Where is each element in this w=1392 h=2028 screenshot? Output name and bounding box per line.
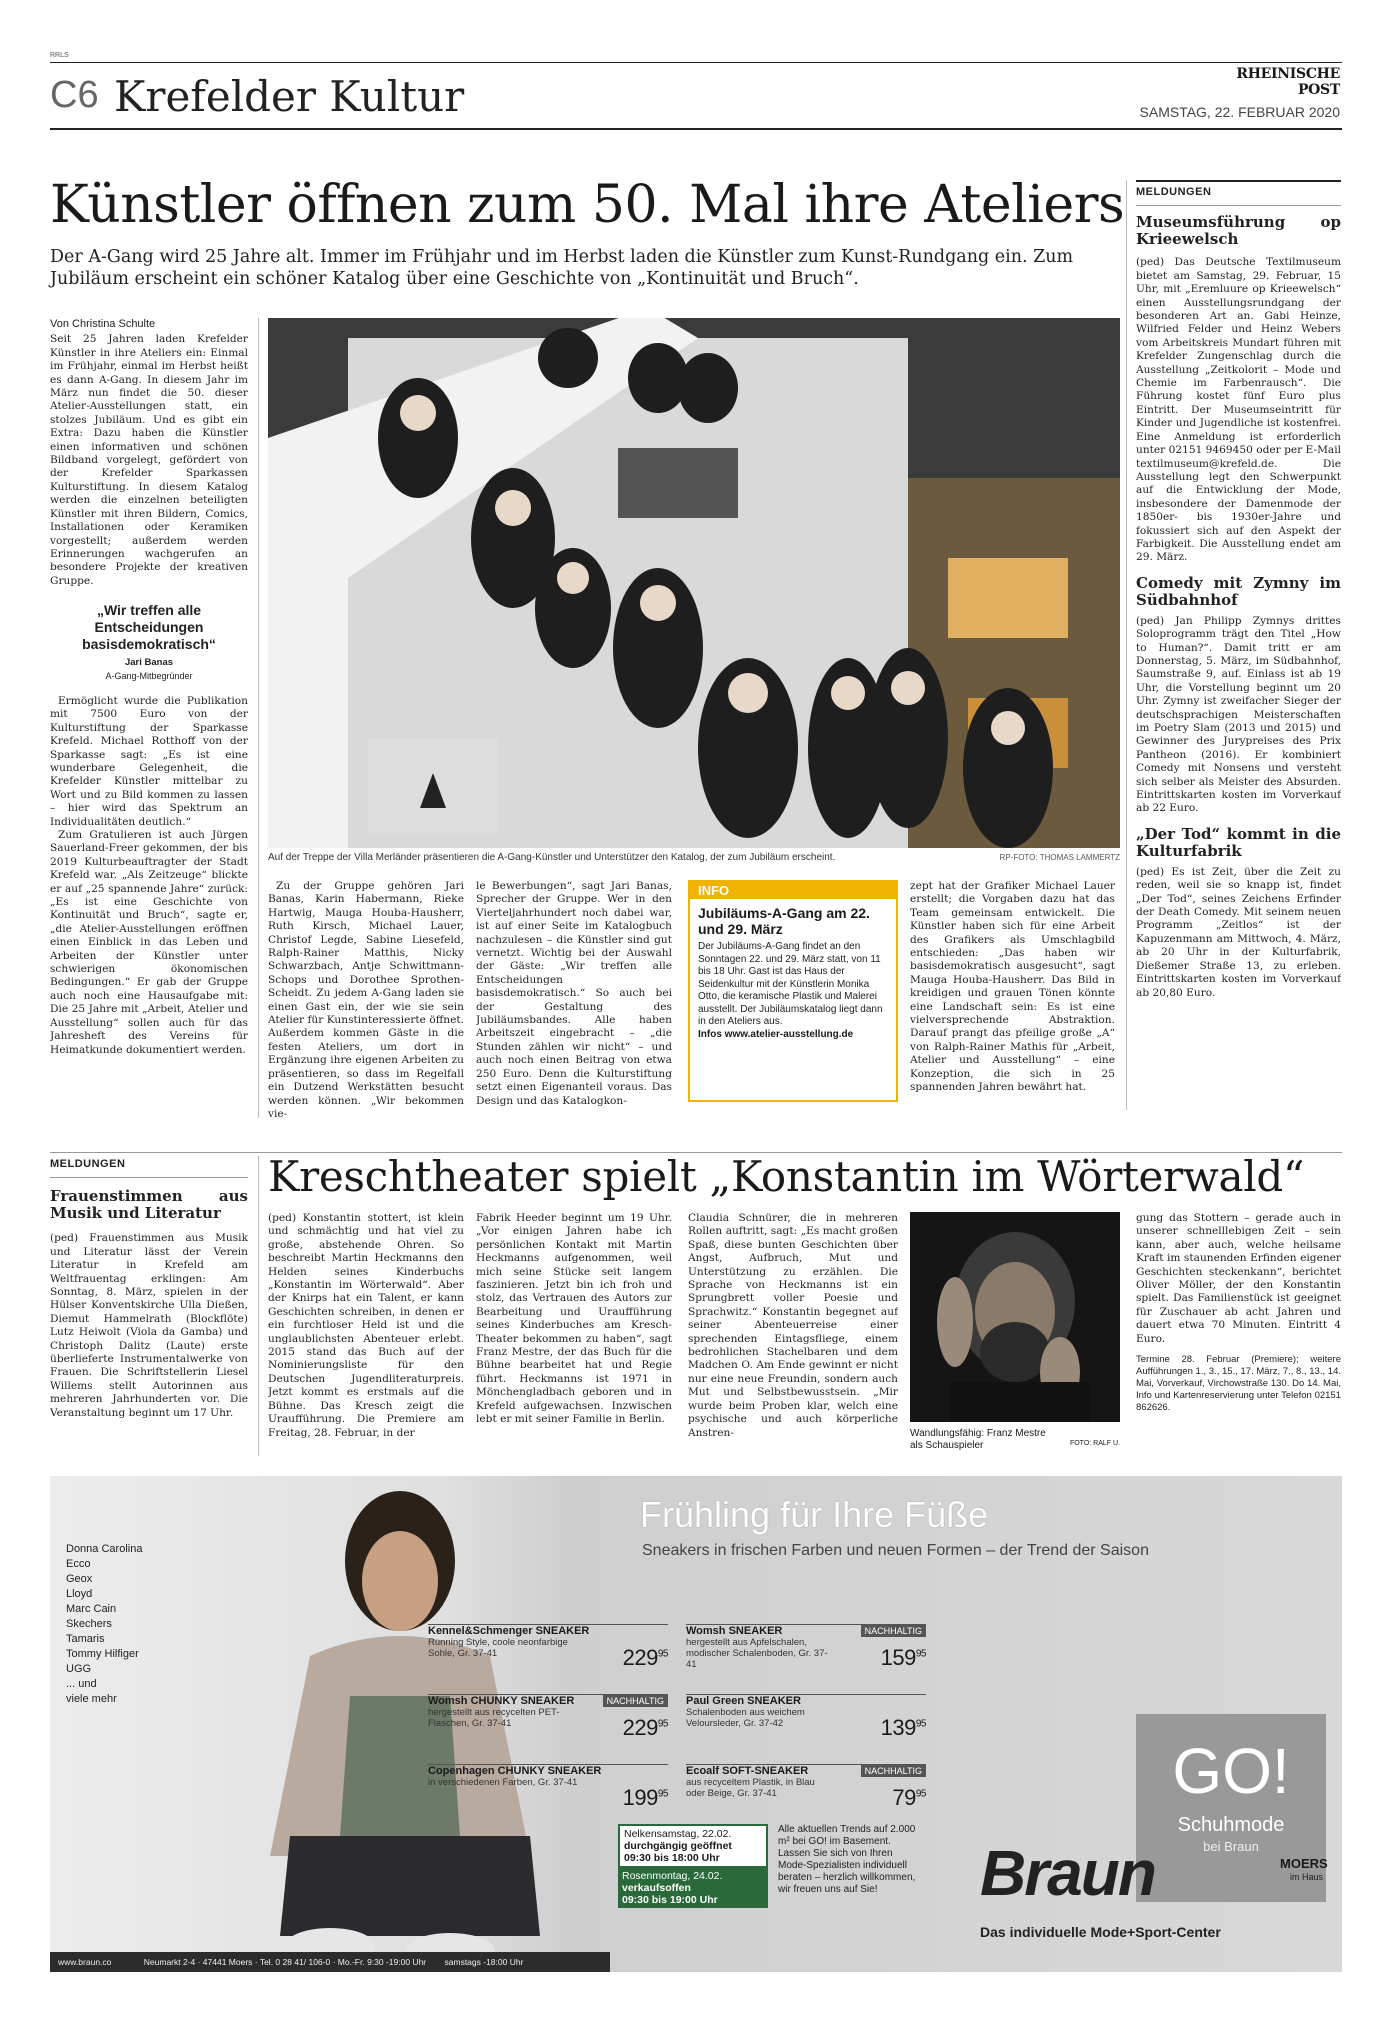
braun-logo[interactable] — [980, 1836, 1280, 1910]
brand-item: Skechers — [66, 1618, 112, 1630]
ad-trends: Alle aktuellen Trends auf 2.000 m² bei GO! im Basement. Lassen Sie sich von Ihren Mode-Spezialisten individuell beraten – herzlich willkommen, wir freuen uns auf Sie! — [778, 1824, 916, 1895]
col-left — [50, 318, 248, 1057]
price-euro: 79 — [892, 1785, 916, 1810]
ad-footer-bar — [50, 1952, 610, 1972]
product-name: Ecoalf SOFT-SNEAKER — [686, 1765, 809, 1777]
product-desc: hergestellt aus Apfelschalen, modischer Schalenboden, Gr. 37-41 — [686, 1637, 828, 1670]
moers-label: MOERS — [1280, 1856, 1328, 1871]
lower-col-1 — [268, 1212, 464, 1440]
info-box — [688, 880, 898, 1102]
brand-item: Tamaris — [66, 1633, 105, 1645]
body-text: Ermöglicht wurde die Publikation mit 7500 Euro von der Kulturstiftung der Sparkasse Krefeld. Michael Rotthoff von der Sparkasse sagt: „Es ist eine wunderbare Gelegenheit, die Krefelder Künstler mittelbar zu Wort und zu Bild kommen zu lassen – hier wird das Spektrum an Individualitäten deutlich.“ — [50, 694, 248, 828]
author: Von Christina Schulte — [50, 318, 156, 330]
body-text: le Bewerbungen“, sagt Jari Banas, Sprecher der Gruppe. Wer in den Vierteljahrhundert noch dabei war, ist auf einer Seite im Katalogbuch nachzulesen – die Künstler sind gut vernetzt. Wichtig bei der Auswahl der Gäste: „Wir treffen alle Entscheidungen basisdemokratisch.“ So auch bei der Gestaltung des Jubiläumsbandes. Alle haben Arbeitszeit eingebracht – „die Stunden zählen wir nicht“ – und auch noch einen Beitrag von etwa 250 Euro. Denn die Kulturstiftung setzt einen Eigenanteil voraus. Das Design und das Katalogkon- — [476, 880, 672, 1107]
brand-item: Ecco — [66, 1558, 91, 1570]
info-headline: Jubiläums-A-Gang am 22. und 29. März — [698, 905, 870, 937]
product-item[interactable] — [428, 1764, 668, 1826]
price-euro: 229 — [622, 1645, 658, 1670]
braun-text: Braun — [980, 1837, 1155, 1909]
braun-claim: Das individuelle Mode+Sport-Center — [980, 1924, 1221, 1940]
col-2 — [268, 880, 464, 1121]
brand-item: UGG — [66, 1663, 92, 1675]
hours-line: 09:30 bis 18:00 Uhr — [624, 1852, 720, 1864]
price-euro: 199 — [622, 1785, 658, 1810]
ad-block — [50, 1476, 1342, 1972]
photo-credit: RP-FOTO: THOMAS LAMMERTZ — [999, 853, 1120, 862]
brand-item: Lloyd — [66, 1588, 93, 1600]
brand-item: viele mehr — [66, 1693, 117, 1705]
product-item[interactable] — [428, 1694, 668, 1756]
product-name: Paul Green SNEAKER — [686, 1695, 801, 1707]
quote-text: „Wir treffen alle Entscheidungen basisdemokratisch“ — [82, 602, 216, 653]
main-teaser: Der A-Gang wird 25 Jahre alt. Immer im Frühjahr und im Herbst laden die Künstler zum Kunst-Rundgang ein. Zum Jubiläum erscheint ein schöner Katalog über eine Geschichte von „Kontinuität und Bruch“. — [50, 247, 1074, 289]
lower-meldungen — [50, 1156, 248, 1420]
page-number: C6 — [50, 74, 99, 116]
product-desc: Schalenboden aus weichem Veloursleder, Gr. 37-42 — [686, 1707, 805, 1729]
lower-headline: Kreschtheater spielt „Konstantin im Wörterwald“ — [268, 1152, 1305, 1201]
price-cents: 95 — [657, 1788, 668, 1800]
body-text: zept hat der Grafiker Michael Lauer erstellt; die Vorgaben dazu hat das Team gemeinsam entwickelt. Die Künstler haben sich für eine Arbeit des Grafikers als Umschlagbild entschieden: „Das haben wir basisdemokratisch ausgesucht“, sagt Mauga Houba-Hausherr. Das Bild in kreidigen und grauen Tönen könnte eine Landschaft sein: Es ist eine vielversprechende Abstraktion. Darauf prangt das pfeilige große „A“ von Ralph-Rainer Mathis für „Arbeit, Atelier und Ausstellung“ – eine Konzeption, die sich in 25 spannenden Jahren bewährt hat. — [910, 880, 1115, 1094]
photo-illustration — [268, 318, 1120, 848]
body-text: Seit 25 Jahren laden Krefelder Künstler in ihre Ateliers ein: Einmal im Frühjahr, einmal im Herbst heißt es dann A-Gang. In diesem Jahr im März nun findet die 50. dieser Atelier-Ausstellungen statt, ein stolzes Jubiläum. Und es gibt ein Extra: Dazu haben die Künstler einen informativen und schönen Bildband vorgelegt, gefördert von der Krefelder Sparkassen Kulturstiftung. In diesem Katalog werden die einzelnen beteiligten Künstler mit ihren Bildern, Comics, Installationen oder Keramiken vorgestellt; außerdem werden Erinnerungen wachgerufen an besondere Projekte der kreativen Gruppe. — [50, 333, 248, 587]
sidebar-section: MELDUNGEN — [1136, 186, 1212, 198]
body-text: Zum Gratulieren ist auch Jürgen Sauerland-Freer gekommen, der bis 2019 Kulturbeauftragter der Stadt Krefeld war. „Als Zeitzeuge“ blickte er auf „25 spannende Jahre“ zurück: „Es ist eine Geschichte von Kontinuität und Bruch“, sagte er, „die Atelier-Ausstellungen eröffnen einen Einblick in das Leben und Arbeiten der Künstler unter schwierigen ökonomischen Bedingungen.“ Er gab der Gruppe auch noch eine Hausaufgabe mit: Die 25 Jahre mit „Arbeit, Atelier und Ausstellung“ sollen auch für das Jahresheft des Vereins für Heimatkunde dokumentiert werden. — [50, 829, 248, 1056]
price-cents: 95 — [915, 1648, 926, 1660]
sidebar-text: (ped) Das Deutsche Textilmuseum bietet am Samstag, 29. Februar, 15 Uhr, mit „Eremluure op Krieewelsch“ einen Ausstellungsrundgang der besonderen Art an. Gabi Heinze, Wilfried Felder und Heinz Webers vom Arbeitskreis Mundart führen mit Krefelder Zungenschlag durch die Ausstellung „Zeitkolorit – Mode und Chemie im Farbenrausch“. Die Führung kostet fünf Euro plus Eintritt. Der Museumseintritt für Kinder und Jugendliche ist kostenfrei. Eine Anmeldung ist erforderlich unter 02151 9469450 oder per E-Mail textilmuseum@krefeld.de. Die Ausstellung legt den Schwerpunkt auf die Entwicklung der Mode, insbesondere der Damenmode der 1850er- bis 1930er-Jahre und fokussiert sich auf den Aspekt der Farbigkeit. Die Ausstellung endet am 29. März. — [1136, 256, 1341, 564]
lower-col-3 — [688, 1212, 898, 1440]
hours-line: Nelkensamstag, 22.02. — [624, 1828, 732, 1840]
main-photo — [268, 318, 1120, 848]
quote-name: Jari Banas — [124, 657, 174, 669]
go-sub: Schuhmode — [1177, 1814, 1285, 1836]
lower-col-4 — [1136, 1212, 1341, 1414]
col-3 — [476, 880, 672, 1108]
ad-brands — [66, 1542, 142, 1707]
main-headline: Künstler öffnen zum 50. Mal ihre Ateliers — [50, 175, 1125, 235]
product-item[interactable] — [686, 1764, 926, 1826]
actor-illustration — [910, 1212, 1120, 1422]
sidebar-text: (ped) Jan Philipp Zymnys drittes Soloprogramm trägt den Titel „How to Human?“. Damit tritt er am Donnerstag, 5. März, im Südbahnhof, Saumstraße 9, auf. Einlass ist ab 19 Uhr, die Vorstellung beginnt um 20 Uhr. Zymny ist zweifacher Sieger der deutschsprachigen Meisterschaften im Poetry Slam (2013 und 2015) und Gewinner des Jurypreises des Prix Pantheon (2016). Er kombiniert Comedy mit Nonsens und versteht sich selber als Meister des Absurden. Eintrittskarten kosten im Vorverkauf ab 22 Euro. — [1136, 614, 1341, 815]
actor-credit: FOTO: RALF U. — [1069, 1440, 1120, 1447]
sidebar-headline: Comedy mit Zymny im Südbahnhof — [1136, 573, 1341, 609]
ad-subtitle: Sneakers in frischen Farben und neuen Formen – der Trend der Saison — [642, 1542, 1149, 1559]
product-item[interactable] — [686, 1624, 926, 1686]
price-cents: 95 — [915, 1788, 926, 1800]
col-5 — [910, 880, 1115, 1095]
brand-item: Marc Cain — [66, 1603, 117, 1615]
actor-photo — [910, 1212, 1120, 1422]
product-name: Kennel&Schmenger SNEAKER — [428, 1625, 590, 1637]
lower-sub-text: (ped) Frauenstimmen aus Musik und Literatur lässt der Verein Literatur in Krefeld am Weltfrauentag erklingen: Am Sonntag, 8. März, spielen in der Hülser Konventskirche Ulla Dießen, Diemut Hammelrath (Blockflöte) Lutz Heiwolt (Viola da Gamba) und Christoph Dalitz (Laute) erste überlieferte Instrumentalwerke von Frauen. Die Schriftstellerin Liesel Willems stellt Autorinnen aus mehreren Jahrhunderten vor. Die Veranstaltung beginnt um 17 Uhr. — [50, 1232, 248, 1419]
product-price — [623, 1715, 668, 1741]
product-name: Womsh CHUNKY SNEAKER — [428, 1695, 575, 1707]
quote-role: A-Gang-Mitbegründer — [105, 670, 193, 681]
ad-title: Frühling für Ihre Füße — [640, 1494, 989, 1535]
imhaus-label: im Haus — [1290, 1872, 1324, 1882]
hours-line: 09:30 bis 19:00 Uhr — [622, 1894, 718, 1906]
product-price — [623, 1785, 668, 1811]
body-text: Fabrik Heeder beginnt um 19 Uhr. „Vor einigen Jahren habe ich persönlichen Kontakt mit Martin Heckmanns aufgenommen, weil mich seine Stücke seit langem faszinieren. Jetzt bin ich froh und stolz, das Vertrauen des Autors zur Bearbeitung und Uraufführung seines Kinderbuches am Kresch-Theater bekommen zu haben“, sagt Franz Mestre, der das Buch für die Bühne bearbeitet hat und Regie führt. Heckmanns ist 1971 in Mönchengladbach geboren und in Krefeld aufgewachsen. Inzwischen lebt er mit seiner Familie in Berlin. — [476, 1212, 672, 1426]
lower-sub-headline: Frauenstimmen aus Musik und Literatur — [50, 1187, 248, 1223]
product-desc: Running Style, coole neonfarbige Sohle, Gr. 37-41 — [428, 1637, 568, 1659]
go-sub2: bei Braun — [1203, 1839, 1259, 1854]
product-desc: hergestellt aus recycelten PET-Flaschen, Gr. 37-41 — [428, 1707, 560, 1729]
actor-caption: Wandlungsfähig: Franz Mestre als Schauspieler — [910, 1428, 1046, 1451]
header-date: SAMSTAG, 22. FEBRUAR 2020 — [1139, 104, 1340, 120]
price-euro: 229 — [622, 1715, 658, 1740]
product-price — [881, 1715, 926, 1741]
brand-item: Tommy Hilfiger — [66, 1648, 139, 1660]
lower-col-2 — [476, 1212, 672, 1427]
price-euro: 139 — [880, 1715, 916, 1740]
sidebar — [1136, 180, 1341, 1000]
brand-item: Geox — [66, 1573, 93, 1585]
product-name: Womsh SNEAKER — [686, 1625, 783, 1637]
hours-box — [618, 1824, 768, 1938]
body-text: Zu der Gruppe gehören Jari Banas, Karin Habermann, Rieke Hartwig, Mauga Houba-Hausherr, Ruth Kirsch, Michael Lauer, Christof Legde, Sabine Liesefeld, Ralph-Rainer Matthis, Nicky Schwarzbach, Antje Schwittmann-Schops und Dorothee Sprothen-Scheidt. Zu jedem A-Gang laden sie einen Gast ein, der wie sie sein Atelier für Kunstinteressierte öffnet. Außerdem kommen Gäste in die festen Ateliers, um dort in Ergänzung ihre eigenen Arbeiten zu präsentieren, so dass im Regelfall ein Dutzend Werkstätten besucht werden können. „Wir bekommen vie- — [268, 880, 464, 1120]
product-price — [623, 1645, 668, 1671]
photo-caption: Auf der Treppe der Villa Merländer präsentieren die A-Gang-Künstler und Unterstützer den Katalog, der zum Jubiläum erscheint. — [268, 852, 836, 863]
product-desc: in verschiedenen Farben, Gr. 37-41 — [428, 1777, 578, 1788]
product-price — [892, 1785, 926, 1811]
section-title: Krefelder Kultur — [114, 72, 465, 121]
ad-address: Neumarkt 2-4 · 47441 Moers · Tel. 0 28 41/ 106-0 · Mo.-Fr. 9:30 -19:00 Uhr — [143, 1957, 427, 1967]
product-price — [881, 1645, 926, 1671]
price-cents: 95 — [657, 1648, 668, 1660]
body-text: Claudia Schnürer, die in mehreren Rollen auftritt, sagt: „Es macht großen Spaß, diese bunten Geschichten über Angst, Aufbruch, Mut und Unterstützung zu erzählen. Die Sprache von Heckmanns ist ein Sprungbrett voller Poesie und Sprachwitz.“ Konstantin begegnet auf seiner Abenteuerreise einer sprechenden Eintagsfliege, einem bedrohlichen Stachelbaren und dem Madchen O. Am Ende gewinnt er nicht nur eine neue Freundin, sondern auch Mut und Selbstbewusstsein. „Mir wurde beim Proben klar, welch eine psychische und auch körperliche Anstren- — [688, 1212, 898, 1439]
header-tiny: RRLS — [50, 52, 69, 59]
info-link[interactable]: Infos www.atelier-ausstellung.de — [698, 1028, 854, 1040]
product-name: Copenhagen CHUNKY SNEAKER — [428, 1765, 602, 1777]
brand-item: Donna Carolina — [66, 1543, 143, 1555]
brand-item: ... und — [66, 1678, 97, 1690]
body-text: (ped) Konstantin stottert, ist klein und schmächtig und hat viel zu große, abstehende Ohren. So beschreibt Martin Heckmanns den Helden seines Kinderbuchs „Konstantin im Wörterwald“. Aber der Knirps hat ein Talent, er kann Geschichten schreiben, in denen er ein furchtloser Held ist und die unglaublichsten Abenteuer erlebt. 2015 stand das Buch auf der Nominierungsliste für den Deutschen Jugendliteraturpreis. Jetzt kommt es erstmals auf die Bühne. Das Kresch zeigt die Uraufführung. Die Premiere am Freitag, 28. Februar, in der — [268, 1212, 464, 1439]
info-tag: INFO — [690, 882, 896, 899]
lower-section: MELDUNGEN — [50, 1158, 126, 1170]
sustainable-badge: NACHHALTIG — [861, 1625, 926, 1637]
product-item[interactable] — [686, 1694, 926, 1756]
sustainable-badge: NACHHALTIG — [861, 1765, 926, 1777]
price-cents: 95 — [657, 1718, 668, 1730]
product-item[interactable] — [428, 1624, 668, 1686]
sidebar-headline: „Der Tod“ kommt in die Kulturfabrik — [1136, 824, 1341, 860]
termine: Termine 28. Februar (Premiere); weitere Aufführungen 1., 3., 15., 17. März, 7., 8., 13., 14. Mai, Vorverkauf, Virchowstraße 130. Do 14. Mai, Info und Kartenreservierung unter Telefon 02151 862626. — [1136, 1354, 1341, 1414]
sustainable-badge: NACHHALTIG — [603, 1695, 668, 1707]
pull-quote — [50, 602, 248, 683]
sidebar-text: (ped) Es ist Zeit, über die Zeit zu reden, weil sie so knapp ist, findet „Der Tod“, seines Zeichens Erfinder der Death Comedy. Mit seinem neuen Programm „Zeitlos“ ist der Kapuzenmann am Mittwoch, 4. März, ab 20 Uhr in der Kulturfabrik, Dießemer Straße 13, zu erleben. Eintrittskarten kosten im Vorverkauf ab 20,80 Euro. — [1136, 865, 1341, 999]
ad-web[interactable]: www.braun.co — [58, 1957, 112, 1967]
body-text: gung das Stottern – gerade auch in unserer schnelllebigen Zeit – sein kann, aber auch, welche heilsame Kraft im staunenden Erfinden eigener Geschichten steckenkann“, berichtet Oliver Möller, der den Konstantin spielt. Das Familienstück ist geeignet für Zuschauer ab acht Jahren und dauert etwa 70 Minuten. Eintritt 4 Euro. — [1136, 1212, 1341, 1345]
go-text: GO! — [1172, 1735, 1290, 1807]
hours-line: Rosenmontag, 24.02. — [622, 1870, 723, 1882]
product-desc: aus recyceltem Plastik, in Blau oder Beige, Gr. 37-41 — [686, 1777, 815, 1799]
ad-sat: samstags -18:00 Uhr — [444, 1957, 524, 1967]
sidebar-headline: Museumsführung op Krieewelsch — [1136, 213, 1341, 249]
hours-line: verkaufsoffen — [622, 1882, 691, 1894]
hours-line: durchgängig geöffnet — [624, 1840, 732, 1852]
price-cents: 95 — [915, 1718, 926, 1730]
info-body: Der Jubiläums-A-Gang findet an den Sonntagen 22. und 29. März statt, von 11 bis 18 Uhr. Gast ist das Haus der Seidenkultur mit der Künstlerin Monika Otto, die keramische Plastik und Malerei ausstellt. Der Jubiläumskatalog liegt dann in den Ateliers aus. — [698, 941, 883, 1027]
paper-logo: RHEINISCHE POST — [1236, 66, 1340, 98]
price-euro: 159 — [880, 1645, 916, 1670]
